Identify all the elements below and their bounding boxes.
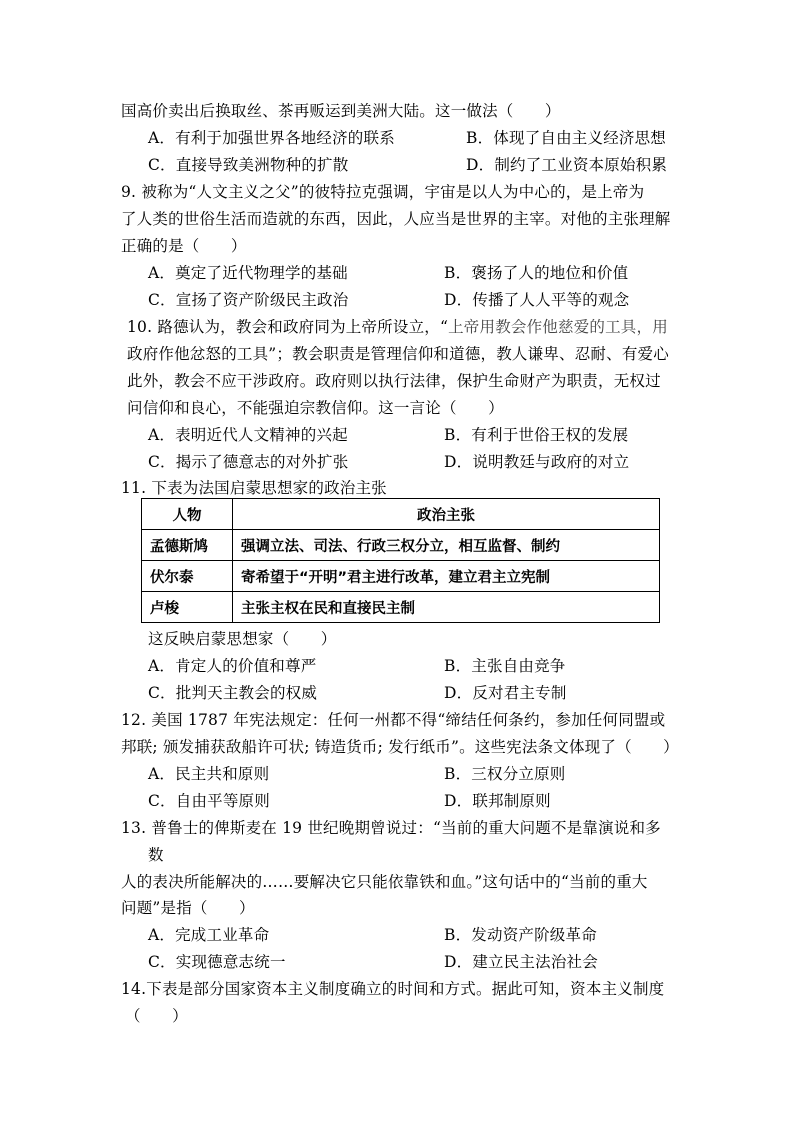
table-cell-person: 伏尔泰 [142,561,233,592]
q9-option-c: C．宣扬了资产阶级民主政治 [148,291,349,309]
q10-option-c: C．揭示了德意志的对外扩张 [148,453,349,471]
q13-option-c: C．实现德意志统一 [148,953,286,971]
table-cell-claim: 寄希望于“开明”君主进行改革，建立君主立宪制 [233,561,660,592]
q13-option-d: D．建立民主法治社会 [444,953,598,971]
q10-stem-line4: 问信仰和良心，不能强迫宗教信仰。这一言论（ ） [127,399,504,417]
q11-option-b: B．主张自由竞争 [444,657,566,675]
q13-stem-line2: 数 [148,846,164,864]
q10-stem-line2: 政府作他忿怒的工具”；教会职责是管理信仰和道德，教人谦卑、忍耐、有爱心 [127,345,669,363]
q12-stem-line2: 邦联; 颁发捕获敌船许可状; 铸造货币; 发行纸币”。这些宪法条文体现了（ ） [121,738,679,756]
q10-stem-line1-start: 10. 路德认为，教会和政府同为上帝所设立，“ [127,318,449,336]
q13-stem-line4: 问题”是指（ ） [121,899,255,917]
q11-stem: 11. 下表为法国启蒙思想家的政治主张 [121,479,387,497]
table-header-person: 人物 [142,499,233,530]
q11-option-c: C．批判天主教会的权威 [148,684,318,702]
table-row [142,530,660,561]
table-row [142,592,660,623]
q8-option-c: C．直接导致美洲物种的扩散 [148,156,349,174]
q9-option-b: B．褒扬了人的地位和价值 [444,264,629,282]
q9-stem-line1: 9. 被称为“人文主义之父”的彼特拉克强调，宇宙是以人为中心的，是上帝为 [121,183,645,201]
q8-option-b: B．体现了自由主义经济思想 [466,129,666,147]
q13-option-b: B．发动资产阶级革命 [444,926,597,944]
q10-option-d: D．说明教廷与政府的对立 [444,453,630,471]
q10-stem-line3: 此外，教会不应干涉政府。政府则以执行法律，保护生命财产为职责，无权过 [127,372,661,390]
q12-option-c: C．自由平等原则 [148,792,270,810]
q10-option-b: B．有利于世俗王权的发展 [444,426,629,444]
q10-stem-line1 [127,316,668,338]
q8-option-d: D．制约了工业资本原始积累 [466,156,668,174]
q11-question: 这反映启蒙思想家（ ） [148,630,337,648]
q12-stem-line1: 12. 美国 1787 年宪法规定：任何一州都不得“缔结任何条约，参加任何同盟或 [121,711,666,729]
table-cell-claim: 强调立法、司法、行政三权分立，相互监督、制约 [233,530,660,561]
q13-option-a: A．完成工业革命 [148,926,270,944]
q9-stem-line2: 了人类的世俗生活而造就的东西，因此，人应当是世界的主宰。对他的主张理解 [121,210,671,228]
q13-stem-line1: 13. 普鲁士的俾斯麦在 19 世纪晚期曾说过：“当前的重大问题不是靠演说和多 [121,819,661,837]
q8-stem-end: 国高价卖出后换取丝、茶再贩运到美洲大陆。这一做法（ ） [121,102,561,120]
q9-stem-line3: 正确的是（ ） [121,237,247,255]
table-header-claim: 政治主张 [233,499,660,530]
q12-option-b: B．三权分立原则 [444,765,566,783]
table-cell-person: 孟德斯鸠 [142,530,233,561]
q14-stem-line2: （ ） [125,1007,188,1025]
q12-option-a: A．民主共和原则 [148,765,270,783]
table-cell-claim: 主张主权在民和直接民主制 [233,592,660,623]
table-header-row [142,499,660,530]
q10-option-a: A．表明近代人文精神的兴起 [148,426,348,444]
table-row [142,561,660,592]
table-cell-person: 卢梭 [142,592,233,623]
q9-option-d: D．传播了人人平等的观念 [444,291,630,309]
q13-stem-line3: 人的表决所能解决的……要解决它只能依靠铁和血。”这句话中的“当前的重大 [121,873,648,891]
q9-option-a: A．奠定了近代物理学的基础 [148,264,348,282]
q11-option-d: D．反对君主专制 [444,684,567,702]
enlightenment-table [141,498,660,623]
q11-option-a: A．肯定人的价值和尊严 [148,657,317,675]
q14-stem-line1: 14.下表是部分国家资本主义制度确立的时间和方式。据此可知，资本主义制度 [121,980,665,998]
q8-option-a: A．有利于加强世界各地经济的联系 [148,129,395,147]
q10-quote: 上帝用教会作他慈爱的工具，用 [448,318,668,336]
q12-option-d: D．联邦制原则 [444,792,551,810]
